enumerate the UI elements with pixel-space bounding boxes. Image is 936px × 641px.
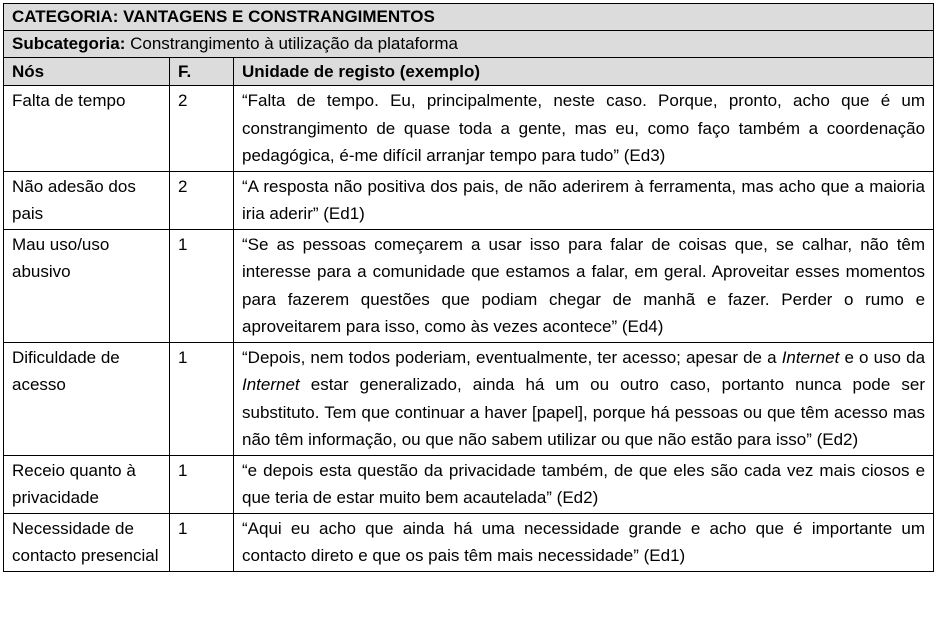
node-cell: Dificuldade de acesso (4, 342, 170, 455)
category-row (4, 4, 934, 31)
freq-cell: 1 (170, 229, 234, 342)
node-cell: Falta de tempo (4, 86, 170, 172)
subcategory-cell (4, 31, 934, 58)
table-row (4, 86, 934, 172)
column-header-row (4, 58, 934, 86)
category-table (3, 3, 934, 572)
freq-cell: 2 (170, 171, 234, 229)
unit-cell: “Se as pessoas começarem a usar isso para falar de coisas que, se calhar, não têm interesse para a comunidade que estamos a falar, em geral. Aproveitar esses momentos para fazerem questões que podiam chegar de manhã e fazer. Perder o rumo e aproveitarem para isso, como às vezes acontece” (Ed4) (234, 229, 934, 342)
unit-text-italic: Internet (242, 375, 300, 394)
node-cell: Não adesão dos pais (4, 171, 170, 229)
freq-cell: 1 (170, 342, 234, 455)
node-cell: Necessidade de contacto presencial (4, 513, 170, 571)
freq-cell: 2 (170, 86, 234, 172)
table-row (4, 342, 934, 455)
table-row (4, 513, 934, 571)
unit-cell (234, 342, 934, 455)
table-row (4, 171, 934, 229)
freq-cell: 1 (170, 513, 234, 571)
subcategory-row (4, 31, 934, 58)
unit-cell: “e depois esta questão da privacidade também, de que eles são cada vez mais ciosos e que teria de estar muito bem acautelada” (Ed2) (234, 455, 934, 513)
unit-text: “Depois, nem todos poderiam, eventualmente, ter acesso; apesar de a (242, 347, 782, 367)
node-cell: Receio quanto à privacidade (4, 455, 170, 513)
column-header-freq: F. (170, 58, 234, 86)
unit-cell: “Falta de tempo. Eu, principalmente, neste caso. Porque, pronto, acho que é um constrangimento de quase toda a gente, mas eu, como faço também a coordenação pedagógica, é-me difícil arranjar tempo para tudo” (Ed3) (234, 86, 934, 172)
unit-cell: “Aqui eu acho que ainda há uma necessidade grande e acho que é importante um contacto direto e que os pais têm mais necessidade” (Ed1) (234, 513, 934, 571)
node-cell: Mau uso/uso abusivo (4, 229, 170, 342)
freq-cell: 1 (170, 455, 234, 513)
unit-text: estar generalizado, ainda há um ou outro caso, portanto nunca pode ser substituto. Tem que continuar a haver [papel], porque há pessoas ou que têm acesso mas não têm informação, ou que não sabem utilizar ou que não estão para isso” (Ed2) (242, 375, 926, 449)
unit-text-italic: Internet (781, 347, 840, 367)
column-header-unit: Unidade de registo (exemplo) (234, 58, 934, 86)
subcategory-value: Constrangimento à utilização da plataforma (125, 34, 458, 53)
column-header-node: Nós (4, 58, 170, 86)
table-row (4, 229, 934, 342)
unit-text: e o uso da (839, 347, 926, 367)
unit-cell: “A resposta não positiva dos pais, de não aderirem à ferramenta, mas acho que a maioria iria aderir” (Ed1) (234, 171, 934, 229)
subcategory-label: Subcategoria: (12, 34, 126, 53)
table-row (4, 455, 934, 513)
category-title: CATEGORIA: VANTAGENS E CONSTRANGIMENTOS (4, 4, 934, 31)
